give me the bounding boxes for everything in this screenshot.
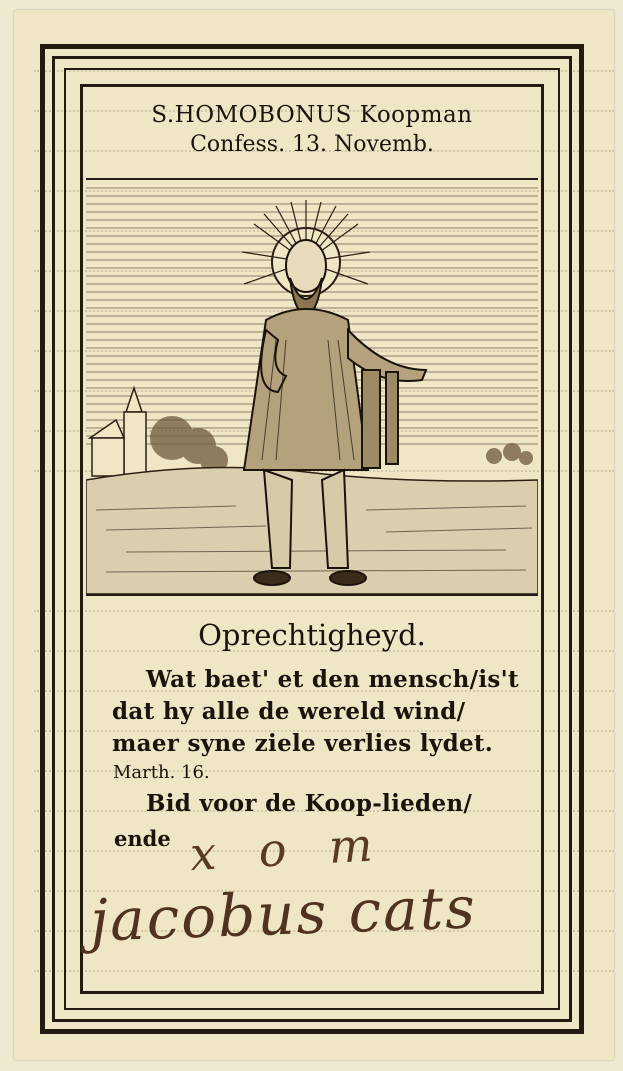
scripture-reference: Marth. 16.	[113, 762, 210, 783]
handwritten-inscription-1: x o m	[188, 816, 388, 882]
handwritten-signature: jacobus cats	[88, 873, 478, 955]
verse-line-2: dat hy alle de wereld wind/	[112, 698, 466, 725]
verse-line-3: maer syne ziele verlies lydet.	[112, 730, 494, 757]
motto-heading: Oprechtigheyd.	[198, 618, 426, 652]
verse-line-1: Wat baet' et den mensch/is't	[146, 666, 519, 693]
saint-engraving	[86, 178, 538, 596]
card-title	[84, 100, 540, 160]
title-line-1: S.HOMOBONUS Koopman	[151, 102, 473, 128]
title-line-2: Confess. 13. Novemb.	[190, 132, 434, 157]
prayer-line-1: Bid voor de Koop-lieden/	[146, 790, 473, 817]
prayer-line-2: ende	[114, 826, 171, 851]
